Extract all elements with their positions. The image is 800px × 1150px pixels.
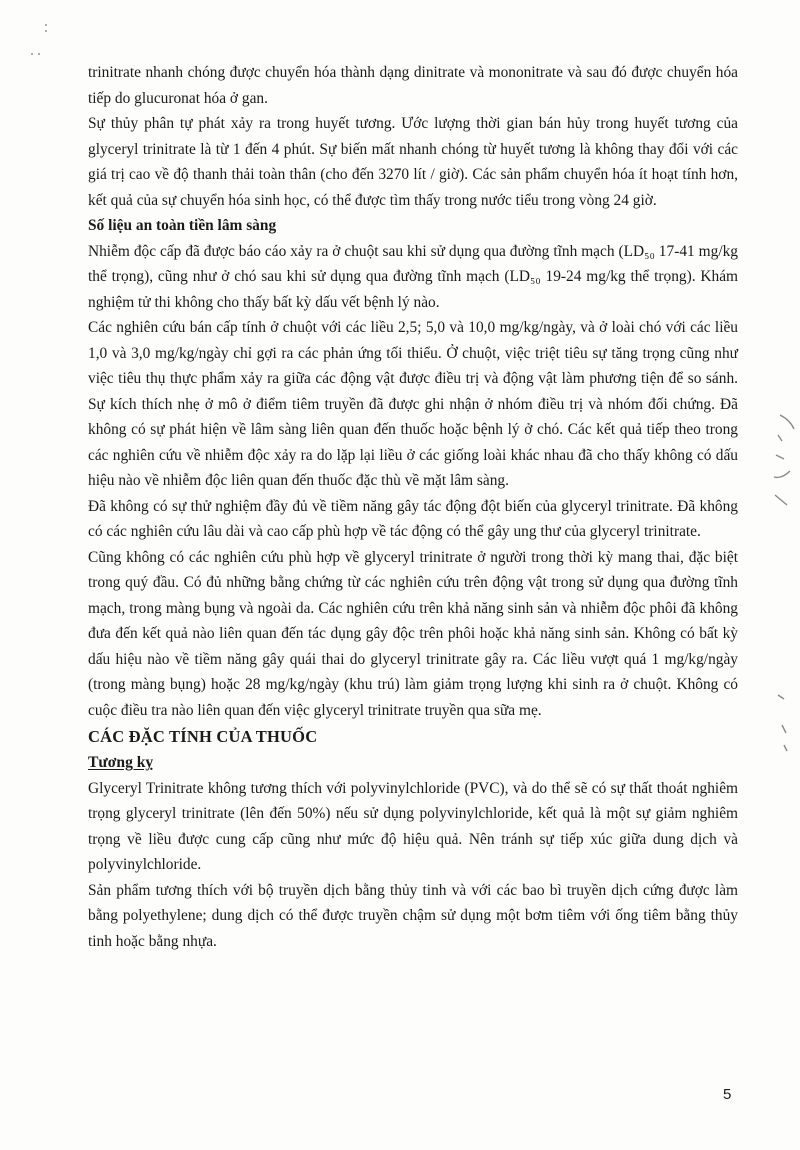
paragraph-pregnancy: Cũng không có các nghiên cứu phù hợp về glyceryl trinitrate ở người trong thời kỳ mang thai, đặc biệt trong quý đầu. Có đủ những bằng chứng từ các nghiên cứu trên động vật trong sử dụng qua đường tĩnh mạch, trong màng bụng và ngoài da. Các nghiên cứu trên khả năng sinh sản và nhiễm độc phôi đã không đưa đến kết quả nào liên quan đến tác dụng gây độc trên phôi hoặc khả năng sinh sản. Không có bất kỳ dấu hiệu nào về tiềm năng gây quái thai do glyceryl trinitrate gây ra. Các liều vượt quá 1 mg/kg/ngày (trong màng bụng) hoặc 28 mg/kg/ngày (khu trú) làm giảm trọng lượng khi sinh ra ở chuột. Không có cuộc điều tra nào liên quan đến việc glyceryl trinitrate truyền qua sữa mẹ. — [88, 548, 738, 719]
paragraph-subacute-studies: Các nghiên cứu bán cấp tính ở chuột với các liều 2,5; 5,0 và 10,0 mg/kg/ngày, và ở loài chó với các liều 1,0 và 3,0 mg/kg/ngày chỉ gợi ra các phản ứng tối thiểu. Ở chuột, việc triệt tiêu sự tăng trọng cũng như việc tiêu thụ thực phẩm xảy ra giữa các động vật được điều trị và động vật làm phương tiện để so sánh. Sự kích thích nhẹ ở mô ở điểm tiêm truyền đã được ghi nhận ở nhóm điều trị và nhóm đối chứng. Đã không có sự phát hiện về lâm sàng liên quan đến thuốc hoặc bệnh lý ở chó. Các kết quả tiếp theo trong các nghiên cứu về nhiễm độc xảy ra do lặp lại liều ở các giống loài khác nhau đã cho thấy không có dấu hiệu nào về nhiễm độc liên quan đến thuốc đặc thù về mặt lâm sàng. — [88, 319, 738, 489]
subheading-incompatibilities: Tương kỵ — [88, 754, 154, 771]
paragraph-mutagenicity: Đã không có sự thử nghiệm đầy đủ về tiềm năng gây tác động đột biến của glyceryl trinitrate. Đã không có các nghiên cứu lâu dài và cao cấp phù hợp về tác động có thể gây ung thư của glyceryl trinitrate. — [88, 497, 738, 540]
paragraph-pvc-incompatibility: Glyceryl Trinitrate không tương thích với polyvinylchloride (PVC), và do thể sẽ có sự thất thoát nghiêm trọng glyceryl trinitrate (lên đến 50%) nếu sử dụng polyvinylchloride, kết quả là một sự giảm nghiêm trọng về liều được cung cấp cũng như mức độ hiệu quả. Nên tránh sự tiếp xúc giữa dung dịch và polyvinylchloride. — [88, 779, 738, 873]
paragraph-acute-toxicity: Nhiễm độc cấp đã được báo cáo xảy ra ở chuột sau khi sử dụng qua đường tĩnh mạch (LD₅₀ 17-41 mg/kg thể trọng), cũng như ở chó sau khi sử dụng qua đường tĩnh mạch (LD₅₀ 19-24 mg/kg thể trọng). Khám nghiệm tử thi không cho thấy bất kỳ dấu vết bệnh lý nào. — [88, 242, 738, 311]
paragraph-compatible-containers: Sản phẩm tương thích với bộ truyền dịch bằng thủy tinh và với các bao bì truyền dịch cứng được làm bằng polyethylene; dung dịch có thể được truyền chậm sử dụng một bơm tiêm với ống tiêm bằng thủy tinh hoặc bằng nhựa. — [88, 881, 738, 950]
section-heading-preclinical-safety: Số liệu an toàn tiền lâm sàng — [88, 217, 277, 234]
paragraph-hydrolysis: Sự thủy phân tự phát xảy ra trong huyết tương. Ước lượng thời gian bán hủy trong huyết tương của glyceryl trinitrate là từ 1 đến 4 phút. Sự biến mất nhanh chóng từ huyết tương là không thay đổi với các giá trị cao về độ thanh thải toàn thân (cho đến 3270 lít / giờ). Các sản phẩm chuyển hóa ít hoạt tính hơn, kết quả của sự chuyển hóa sinh học, có thể được tìm thấy trong nước tiểu trong vòng 24 giờ. — [88, 115, 738, 209]
document-body — [88, 60, 738, 954]
paragraph-metabolism-continued: trinitrate nhanh chóng được chuyển hóa thành dạng dinitrate và mononitrate và sau đó được chuyển hóa tiếp do glucuronat hóa ở gan. — [88, 64, 738, 107]
scan-corner-marks — [28, 22, 58, 62]
section-heading-drug-properties: CÁC ĐẶC TÍNH CỦA THUỐC — [88, 727, 318, 746]
partial-stamp-edge — [770, 395, 800, 815]
page-number: 5 — [723, 1086, 732, 1103]
